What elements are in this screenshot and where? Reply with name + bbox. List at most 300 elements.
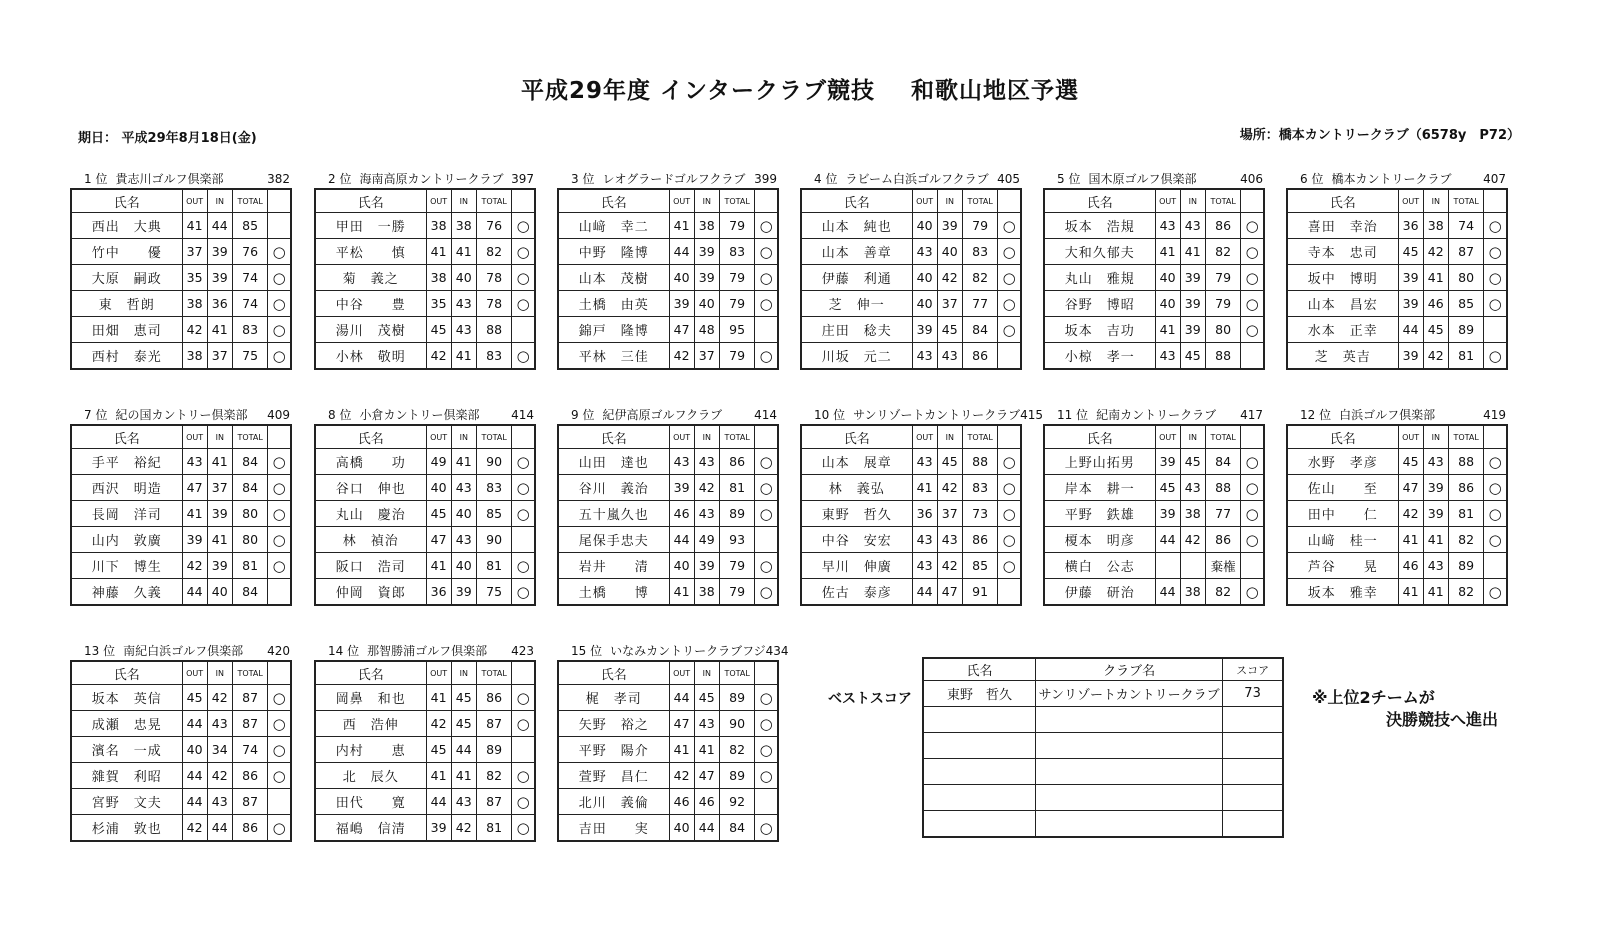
- player-in: 41: [1423, 527, 1448, 553]
- player-out: 40: [1155, 265, 1180, 291]
- player-row: [71, 265, 291, 291]
- club-rank: 14 位: [328, 644, 360, 658]
- player-name: 田畑 恵司: [71, 317, 182, 343]
- player-in: 40: [694, 291, 719, 317]
- counted-score-mark: ○: [268, 317, 291, 343]
- club-name: 紀の国カントリー倶楽部: [115, 408, 248, 422]
- club-header: [314, 406, 536, 424]
- player-name: 芝 伸一: [801, 291, 912, 317]
- player-out: 41: [182, 501, 207, 527]
- header-mark: [268, 661, 291, 685]
- player-out: 39: [1398, 265, 1423, 291]
- event-venue: 場所：橋本カントリークラブ（6578y P72）: [1239, 128, 1520, 143]
- score-header-row: [558, 189, 778, 213]
- player-in: 39: [1423, 475, 1448, 501]
- player-name: 手平 裕紀: [71, 449, 182, 475]
- header-out: OUT: [1155, 425, 1180, 449]
- header-total: TOTAL: [232, 189, 268, 213]
- player-total: 79: [719, 265, 755, 291]
- counted-score-mark: ○: [755, 815, 778, 842]
- club-score-table: [1286, 188, 1508, 370]
- player-row: [71, 763, 291, 789]
- score-header-row: [71, 425, 291, 449]
- player-out: 43: [912, 239, 937, 265]
- player-in: 43: [694, 711, 719, 737]
- player-total: 82: [719, 737, 755, 763]
- player-total: 90: [719, 711, 755, 737]
- player-out: 35: [426, 291, 451, 317]
- player-in: 37: [207, 343, 232, 370]
- player-out: 41: [669, 579, 694, 606]
- player-in: 45: [1423, 317, 1448, 343]
- counted-score-mark: ○: [1484, 239, 1507, 265]
- player-row: [801, 527, 1021, 553]
- player-name: 小椋 孝一: [1044, 343, 1155, 370]
- counted-score-mark: [755, 527, 778, 553]
- player-total: 86: [232, 763, 268, 789]
- player-name: 水本 正幸: [1287, 317, 1398, 343]
- player-row: [558, 527, 778, 553]
- score-header-row: [558, 425, 778, 449]
- club-header: [70, 642, 292, 660]
- player-name: 土橋 博: [558, 579, 669, 606]
- player-out: 40: [1155, 291, 1180, 317]
- player-out: 37: [182, 239, 207, 265]
- club-rank: 1 位: [84, 172, 108, 186]
- header-total: TOTAL: [232, 425, 268, 449]
- player-total: 83: [476, 475, 512, 501]
- counted-score-mark: [512, 317, 535, 343]
- counted-score-mark: [1241, 553, 1264, 579]
- header-out: OUT: [426, 661, 451, 685]
- player-in: 48: [694, 317, 719, 343]
- counted-score-mark: ○: [268, 553, 291, 579]
- player-total: 76: [232, 239, 268, 265]
- club-header: [1043, 170, 1265, 188]
- club-header: [314, 642, 536, 660]
- club-name: 国木原ゴルフ倶楽部: [1088, 172, 1197, 186]
- player-total: 棄権: [1205, 553, 1241, 579]
- player-row: [71, 213, 291, 239]
- club-block: [557, 642, 789, 842]
- score-header-row: [1044, 189, 1264, 213]
- player-in: 42: [1423, 239, 1448, 265]
- player-name: 西沢 明造: [71, 475, 182, 501]
- note-line-1: ※上位2チームが: [1312, 688, 1435, 707]
- player-out: 38: [426, 265, 451, 291]
- counted-score-mark: [268, 789, 291, 815]
- counted-score-mark: ○: [998, 213, 1021, 239]
- player-total: 74: [232, 737, 268, 763]
- counted-score-mark: ○: [998, 501, 1021, 527]
- player-total: 91: [962, 579, 998, 606]
- score-header-row: [558, 661, 778, 685]
- player-row: [1287, 449, 1507, 475]
- club-name: 紀南カントリークラブ: [1096, 408, 1217, 422]
- player-total: 73: [962, 501, 998, 527]
- header-total: TOTAL: [962, 425, 998, 449]
- header-name: 氏名: [558, 189, 669, 213]
- counted-score-mark: ○: [512, 685, 535, 711]
- player-total: 80: [232, 527, 268, 553]
- player-in: 40: [207, 579, 232, 606]
- player-row: [315, 579, 535, 606]
- player-in: 41: [451, 763, 476, 789]
- header-mark: [268, 189, 291, 213]
- player-name: 水野 孝彦: [1287, 449, 1398, 475]
- counted-score-mark: ○: [268, 449, 291, 475]
- player-out: 39: [1398, 343, 1423, 370]
- player-row: [1287, 343, 1507, 370]
- header-mark: [755, 189, 778, 213]
- club-header: [800, 406, 1044, 424]
- player-row: [558, 213, 778, 239]
- club-rank: 2 位: [328, 172, 352, 186]
- best-score: [1223, 733, 1283, 759]
- club-rank: 11 位: [1057, 408, 1089, 422]
- score-header-row: [315, 661, 535, 685]
- player-total: 84: [232, 449, 268, 475]
- counted-score-mark: ○: [1241, 213, 1264, 239]
- player-total: 87: [1448, 239, 1484, 265]
- player-in: 41: [207, 317, 232, 343]
- player-row: [801, 265, 1021, 291]
- player-total: 88: [1448, 449, 1484, 475]
- club-block: [70, 406, 292, 606]
- counted-score-mark: ○: [998, 291, 1021, 317]
- player-row: [315, 291, 535, 317]
- player-row: [315, 527, 535, 553]
- counted-score-mark: ○: [1241, 291, 1264, 317]
- player-total: 89: [1448, 553, 1484, 579]
- counted-score-mark: [998, 343, 1021, 370]
- player-name: 濱名 一成: [71, 737, 182, 763]
- player-name: 庄田 稔夫: [801, 317, 912, 343]
- player-in: 43: [451, 317, 476, 343]
- club-header: [557, 170, 779, 188]
- header-out: OUT: [669, 425, 694, 449]
- header-total: TOTAL: [1448, 425, 1484, 449]
- player-total: 79: [719, 553, 755, 579]
- player-out: 43: [912, 343, 937, 370]
- player-in: 45: [937, 317, 962, 343]
- player-total: 87: [232, 789, 268, 815]
- club-header: [1286, 406, 1508, 424]
- player-total: 82: [1448, 579, 1484, 606]
- header-in: IN: [1180, 425, 1205, 449]
- player-row: [558, 553, 778, 579]
- player-out: 44: [1398, 317, 1423, 343]
- player-out: 40: [669, 553, 694, 579]
- counted-score-mark: ○: [755, 579, 778, 606]
- counted-score-mark: ○: [268, 815, 291, 842]
- header-out: OUT: [182, 661, 207, 685]
- header-mark: [998, 189, 1021, 213]
- player-name: 萱野 昌仁: [558, 763, 669, 789]
- counted-score-mark: [998, 579, 1021, 606]
- counted-score-mark: ○: [1484, 475, 1507, 501]
- player-in: 38: [1180, 579, 1205, 606]
- player-total: 81: [476, 815, 512, 842]
- player-out: 44: [669, 527, 694, 553]
- player-name: 福嶋 信清: [315, 815, 426, 842]
- player-total: 79: [1205, 265, 1241, 291]
- player-row: [1044, 343, 1264, 370]
- player-name: 林 禎治: [315, 527, 426, 553]
- player-in: 45: [1180, 343, 1205, 370]
- player-total: 86: [476, 685, 512, 711]
- player-total: 83: [962, 475, 998, 501]
- player-in: 38: [1180, 501, 1205, 527]
- player-name: 湯川 茂樹: [315, 317, 426, 343]
- player-total: 85: [232, 213, 268, 239]
- player-name: 北川 義倫: [558, 789, 669, 815]
- player-name: 長岡 洋司: [71, 501, 182, 527]
- player-in: 46: [1423, 291, 1448, 317]
- counted-score-mark: ○: [998, 449, 1021, 475]
- player-row: [71, 711, 291, 737]
- player-in: 41: [1423, 265, 1448, 291]
- header-total: TOTAL: [476, 189, 512, 213]
- club-name: サンリゾートカントリークラブ: [853, 408, 1021, 422]
- player-row: [801, 343, 1021, 370]
- player-name: 田中 仁: [1287, 501, 1398, 527]
- club-name: 白浜ゴルフ倶楽部: [1339, 408, 1436, 422]
- club-total: 415: [1020, 408, 1044, 422]
- player-row: [71, 501, 291, 527]
- player-out: 38: [426, 213, 451, 239]
- player-out: 36: [426, 579, 451, 606]
- header-out: OUT: [1398, 425, 1423, 449]
- player-row: [1044, 475, 1264, 501]
- club-rank: 12 位: [1300, 408, 1332, 422]
- player-total: 82: [1448, 527, 1484, 553]
- player-in: 43: [694, 449, 719, 475]
- player-total: 76: [476, 213, 512, 239]
- player-in: 43: [694, 501, 719, 527]
- counted-score-mark: ○: [512, 239, 535, 265]
- player-in: 45: [1180, 449, 1205, 475]
- player-total: 81: [719, 475, 755, 501]
- counted-score-mark: ○: [998, 475, 1021, 501]
- player-name: 林 義弘: [801, 475, 912, 501]
- score-header-row: [801, 425, 1021, 449]
- player-row: [71, 737, 291, 763]
- header-name: 氏名: [1287, 425, 1398, 449]
- best-score: [1223, 759, 1283, 785]
- player-in: 39: [207, 239, 232, 265]
- header-name: 氏名: [71, 189, 182, 213]
- player-out: 43: [912, 449, 937, 475]
- header-total: TOTAL: [1205, 425, 1241, 449]
- club-name: 南紀白浜ゴルフ倶楽部: [123, 644, 244, 658]
- player-in: 37: [207, 475, 232, 501]
- counted-score-mark: ○: [755, 711, 778, 737]
- player-out: 47: [669, 317, 694, 343]
- player-total: 80: [1448, 265, 1484, 291]
- player-name: 仲岡 資郎: [315, 579, 426, 606]
- best-score-row: [923, 785, 1283, 811]
- counted-score-mark: ○: [998, 527, 1021, 553]
- player-total: 84: [962, 317, 998, 343]
- counted-score-mark: ○: [1241, 265, 1264, 291]
- counted-score-mark: ○: [1241, 579, 1264, 606]
- player-out: 43: [182, 449, 207, 475]
- header-mark: [1484, 189, 1507, 213]
- player-out: 40: [912, 213, 937, 239]
- header-out: OUT: [912, 425, 937, 449]
- player-out: 39: [669, 291, 694, 317]
- player-row: [558, 711, 778, 737]
- player-name: 芝 英吉: [1287, 343, 1398, 370]
- player-name: 菊 義之: [315, 265, 426, 291]
- player-row: [1044, 553, 1264, 579]
- club-total: 414: [511, 408, 534, 422]
- club-block: [1043, 406, 1265, 606]
- player-name: 梶 孝司: [558, 685, 669, 711]
- player-out: 41: [912, 475, 937, 501]
- player-total: 79: [719, 343, 755, 370]
- club-rank: 13 位: [84, 644, 116, 658]
- player-row: [71, 685, 291, 711]
- best-name: [923, 733, 1036, 759]
- player-name: 山﨑 桂一: [1287, 527, 1398, 553]
- player-name: 東 哲朗: [71, 291, 182, 317]
- player-name: 高橋 功: [315, 449, 426, 475]
- header-name: 氏名: [558, 661, 669, 685]
- player-out: 45: [426, 737, 451, 763]
- player-name: 横白 公志: [1044, 553, 1155, 579]
- player-row: [558, 579, 778, 606]
- club-header: [314, 170, 536, 188]
- player-out: 40: [912, 265, 937, 291]
- player-row: [315, 815, 535, 842]
- player-row: [315, 213, 535, 239]
- player-out: 44: [182, 763, 207, 789]
- club-name: 橋本カントリークラブ: [1331, 172, 1452, 186]
- player-in: 43: [451, 475, 476, 501]
- player-row: [558, 291, 778, 317]
- player-out: 39: [426, 815, 451, 842]
- player-name: 岩井 清: [558, 553, 669, 579]
- header-total: TOTAL: [232, 661, 268, 685]
- player-out: 45: [1398, 239, 1423, 265]
- player-name: 小林 敬明: [315, 343, 426, 370]
- player-total: 92: [719, 789, 755, 815]
- player-out: 39: [1398, 291, 1423, 317]
- player-row: [71, 317, 291, 343]
- player-total: 79: [719, 579, 755, 606]
- player-name: 成瀬 忠晃: [71, 711, 182, 737]
- player-total: 80: [1205, 317, 1241, 343]
- player-total: 87: [476, 789, 512, 815]
- player-name: 谷川 義治: [558, 475, 669, 501]
- club-total: 407: [1483, 172, 1506, 186]
- player-in: 39: [937, 213, 962, 239]
- club-block: [1043, 170, 1265, 370]
- header-out: OUT: [182, 425, 207, 449]
- counted-score-mark: ○: [268, 527, 291, 553]
- player-name: 内村 恵: [315, 737, 426, 763]
- player-name: 山田 達也: [558, 449, 669, 475]
- player-out: 44: [669, 239, 694, 265]
- best-score: [1223, 707, 1283, 733]
- best-club: [1036, 733, 1223, 759]
- header-mark: [1241, 425, 1264, 449]
- counted-score-mark: [1484, 553, 1507, 579]
- player-name: 岸本 耕一: [1044, 475, 1155, 501]
- header-total: TOTAL: [719, 189, 755, 213]
- club-header: [557, 642, 789, 660]
- player-total: 83: [476, 343, 512, 370]
- player-in: 43: [451, 527, 476, 553]
- player-row: [315, 737, 535, 763]
- header-in: IN: [207, 189, 232, 213]
- player-row: [801, 475, 1021, 501]
- player-row: [71, 343, 291, 370]
- best-score-row: [923, 759, 1283, 785]
- player-name: 山本 昌宏: [1287, 291, 1398, 317]
- club-total: 414: [754, 408, 777, 422]
- counted-score-mark: ○: [1241, 449, 1264, 475]
- club-block: [800, 406, 1044, 606]
- player-out: 41: [1398, 579, 1423, 606]
- player-out: 41: [669, 213, 694, 239]
- player-name: 寺本 忠司: [1287, 239, 1398, 265]
- player-out: 41: [182, 213, 207, 239]
- player-out: [1155, 553, 1180, 579]
- player-total: 81: [476, 553, 512, 579]
- player-in: 42: [207, 763, 232, 789]
- player-in: 43: [1423, 553, 1448, 579]
- club-score-table: [70, 660, 292, 842]
- player-name: 西村 泰光: [71, 343, 182, 370]
- player-total: 78: [476, 291, 512, 317]
- player-total: 88: [1205, 343, 1241, 370]
- club-block: [70, 170, 292, 370]
- player-in: 42: [694, 475, 719, 501]
- club-total: 405: [997, 172, 1020, 186]
- player-name: 山本 善章: [801, 239, 912, 265]
- player-total: 86: [962, 527, 998, 553]
- club-total: 409: [267, 408, 290, 422]
- header-mark: [1484, 425, 1507, 449]
- player-in: 37: [937, 501, 962, 527]
- club-rank: 3 位: [571, 172, 595, 186]
- counted-score-mark: ○: [755, 763, 778, 789]
- counted-score-mark: [755, 317, 778, 343]
- player-out: 44: [1155, 527, 1180, 553]
- counted-score-mark: ○: [268, 291, 291, 317]
- player-in: 42: [937, 553, 962, 579]
- player-name: 尾保手忠夫: [558, 527, 669, 553]
- player-out: 42: [669, 343, 694, 370]
- club-total: 399: [754, 172, 777, 186]
- player-in: 45: [937, 449, 962, 475]
- player-total: 89: [719, 763, 755, 789]
- player-name: 五十嵐久也: [558, 501, 669, 527]
- best-name: 東野 哲久: [923, 681, 1036, 707]
- player-in: 41: [1180, 239, 1205, 265]
- player-total: 79: [719, 213, 755, 239]
- player-row: [315, 501, 535, 527]
- counted-score-mark: ○: [1241, 317, 1264, 343]
- player-in: 39: [1423, 501, 1448, 527]
- best-name: [923, 811, 1036, 838]
- player-name: 平野 鉄雄: [1044, 501, 1155, 527]
- counted-score-mark: ○: [1241, 239, 1264, 265]
- club-score-table: [557, 660, 779, 842]
